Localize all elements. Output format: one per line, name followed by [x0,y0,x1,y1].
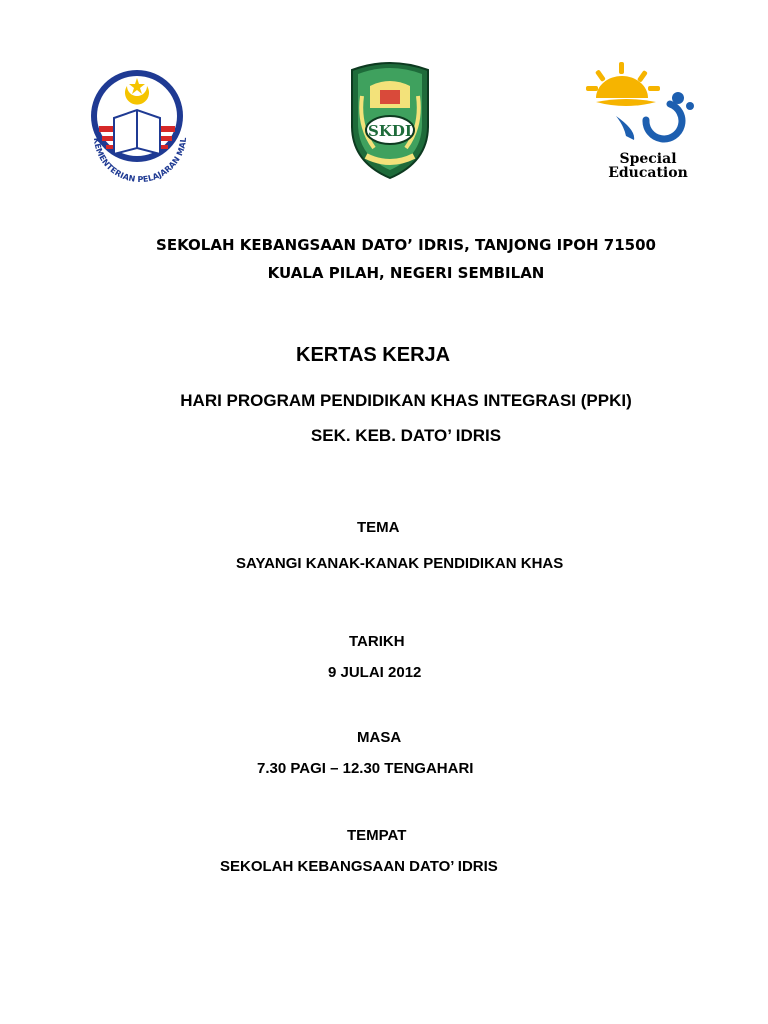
kpm-logo [74,58,204,188]
skdi-logo-text: SKDI [368,122,412,140]
program-title: HARI PROGRAM PENDIDIKAN KHAS INTEGRASI (PPKI) [180,391,632,410]
special-line2: Education [608,165,688,181]
tarikh-label: TARIKH [349,633,405,650]
tema-label: TEMA [357,519,400,536]
tema-value: SAYANGI KANAK-KANAK PENDIDIKAN KHAS [236,555,564,572]
school-short-name: SEK. KEB. DATO’ IDRIS [310,426,502,445]
special-education-logo [586,60,706,182]
skdi-crest-logo [344,56,436,182]
document-title: KERTAS KERJA [296,344,451,366]
school-name-line1: SEKOLAH KEBANGSAAN DATO’ IDRIS, TANJONG IPOH 71500 [156,236,656,254]
special-line1: Special [619,151,677,167]
tempat-label: TEMPAT [347,827,407,844]
masa-value: 7.30 PAGI – 12.30 TENGAHARI [257,760,474,777]
tempat-value: SEKOLAH KEBANGSAAN DATO’ IDRIS [220,858,498,875]
masa-label: MASA [357,729,402,746]
tarikh-value: 9 JULAI 2012 [328,664,422,681]
school-name-line2: KUALA PILAH, NEGERI SEMBILAN [267,264,545,282]
kpm-logo-text: KEMENTERIAN PELAJARAN MAL [91,136,189,185]
